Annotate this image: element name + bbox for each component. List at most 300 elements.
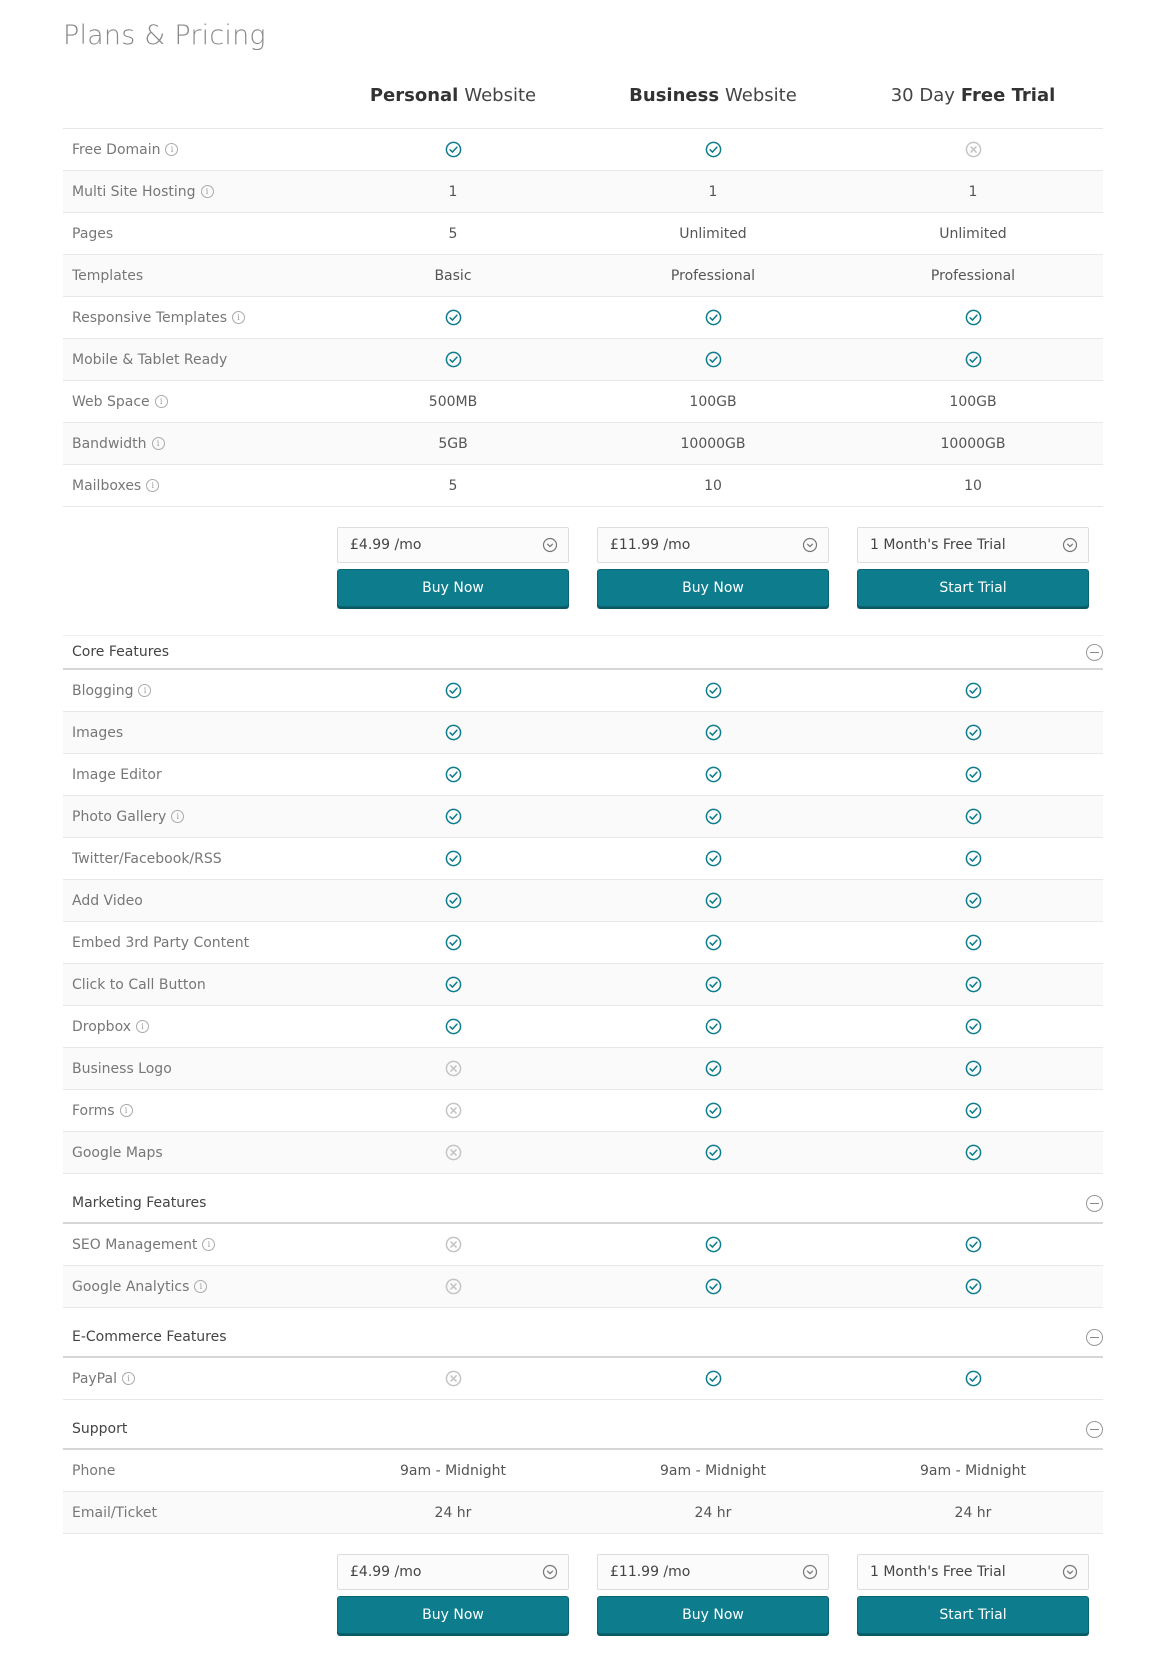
plan-value-cell xyxy=(583,141,843,158)
plan-value-cell xyxy=(583,1144,843,1161)
section-header[interactable] xyxy=(63,1318,1103,1358)
plan-value: 10000GB xyxy=(680,435,746,452)
plan-value-cell xyxy=(583,724,843,741)
plan-value-cell xyxy=(323,351,583,368)
info-icon[interactable]: i xyxy=(146,479,159,492)
collapse-icon[interactable] xyxy=(1086,1329,1103,1346)
check-circle-icon xyxy=(965,351,982,368)
check-circle-icon xyxy=(445,976,462,993)
plan-value-cell xyxy=(323,226,583,242)
feature-label xyxy=(63,184,323,200)
feature-row xyxy=(63,712,1103,754)
plan-value-cell xyxy=(323,1236,583,1253)
purchase-column xyxy=(843,1554,1103,1662)
info-icon[interactable]: i xyxy=(152,437,165,450)
feature-row xyxy=(63,796,1103,838)
feature-label xyxy=(63,352,323,368)
feature-label xyxy=(63,226,323,242)
check-circle-icon xyxy=(965,934,982,951)
feature-label xyxy=(63,310,323,326)
feature-label xyxy=(63,977,323,993)
feature-row xyxy=(63,1048,1103,1090)
check-circle-icon xyxy=(965,682,982,699)
plan-value-cell xyxy=(843,268,1103,284)
feature-label xyxy=(63,142,323,158)
feature-name: Image Editor xyxy=(72,766,162,783)
info-icon[interactable]: i xyxy=(120,1104,133,1117)
feature-label xyxy=(63,1145,323,1161)
info-icon[interactable]: i xyxy=(201,185,214,198)
purchase-column xyxy=(583,1554,843,1662)
feature-row xyxy=(63,670,1103,712)
check-circle-icon xyxy=(705,1278,722,1295)
plan-value: 10000GB xyxy=(940,435,1006,452)
info-icon[interactable]: i xyxy=(138,684,151,697)
check-circle-icon xyxy=(705,724,722,741)
plan-value-cell xyxy=(843,766,1103,783)
plan-value-cell xyxy=(843,184,1103,200)
price-select[interactable] xyxy=(337,1554,569,1590)
chevron-down-icon xyxy=(542,1564,558,1580)
plan-value: Unlimited xyxy=(679,225,747,242)
plan-value-cell xyxy=(583,478,843,494)
feature-row xyxy=(63,1224,1103,1266)
cross-circle-icon xyxy=(445,1060,462,1077)
plan-value-cell xyxy=(583,1505,843,1521)
feature-label xyxy=(63,725,323,741)
plan-value-cell xyxy=(583,766,843,783)
collapse-icon[interactable] xyxy=(1086,1421,1103,1438)
plan-value-cell xyxy=(843,892,1103,909)
check-circle-icon xyxy=(445,1018,462,1035)
plan-value-cell xyxy=(583,1236,843,1253)
cross-circle-icon xyxy=(445,1144,462,1161)
feature-row xyxy=(63,1132,1103,1174)
check-circle-icon xyxy=(445,351,462,368)
price-select-value: £11.99 /mo xyxy=(610,537,691,553)
check-circle-icon xyxy=(705,351,722,368)
feature-name: Add Video xyxy=(72,892,143,909)
plan-value-cell xyxy=(323,1505,583,1521)
purchase-column xyxy=(323,527,583,635)
feature-name: Multi Site Hosting xyxy=(72,183,196,200)
cross-circle-icon xyxy=(445,1236,462,1253)
plan-value-cell xyxy=(323,850,583,867)
plan-value-cell xyxy=(323,309,583,326)
check-circle-icon xyxy=(445,724,462,741)
plan-value: 24 hr xyxy=(434,1504,472,1521)
feature-name: SEO Management xyxy=(72,1236,198,1253)
feature-label xyxy=(63,1505,323,1521)
feature-label xyxy=(63,809,323,825)
feature-label xyxy=(63,851,323,867)
feature-label xyxy=(63,478,323,494)
plan-value-cell xyxy=(583,1060,843,1077)
plan-value-cell xyxy=(583,1463,843,1479)
purchase-column xyxy=(583,527,843,635)
plan-value: 10 xyxy=(964,477,982,494)
plan-value-cell xyxy=(843,141,1103,158)
feature-row xyxy=(63,129,1103,171)
plan-value: Professional xyxy=(930,267,1016,284)
price-select[interactable] xyxy=(857,1554,1089,1590)
feature-row xyxy=(63,1266,1103,1308)
check-circle-icon xyxy=(705,1144,722,1161)
plan-value-cell xyxy=(843,1060,1103,1077)
plan-value: 10 xyxy=(704,477,722,494)
feature-name: Business Logo xyxy=(72,1060,172,1077)
plan-value: 9am - Midnight xyxy=(660,1462,766,1479)
price-select[interactable] xyxy=(337,527,569,563)
check-circle-icon xyxy=(705,1370,722,1387)
plan-value-cell xyxy=(843,309,1103,326)
plan-name-bold: Business xyxy=(629,84,720,106)
chevron-down-icon xyxy=(802,1564,818,1580)
check-circle-icon xyxy=(965,1102,982,1119)
check-circle-icon xyxy=(965,766,982,783)
feature-label xyxy=(63,268,323,284)
plan-value-cell xyxy=(323,1018,583,1035)
plan-value-cell xyxy=(843,478,1103,494)
price-select[interactable] xyxy=(857,527,1089,563)
plan-value-cell xyxy=(843,934,1103,951)
check-circle-icon xyxy=(965,976,982,993)
plan-value-cell xyxy=(843,808,1103,825)
plan-value-cell xyxy=(843,1370,1103,1387)
plan-value-cell xyxy=(583,268,843,284)
check-circle-icon xyxy=(445,766,462,783)
plan-value-cell xyxy=(843,394,1103,410)
feature-label xyxy=(63,767,323,783)
feature-row xyxy=(63,964,1103,1006)
plan-value-cell xyxy=(583,394,843,410)
info-icon[interactable]: i xyxy=(122,1372,135,1385)
feature-name: Pages xyxy=(72,225,114,242)
plan-value-cell xyxy=(323,1060,583,1077)
plan-value-cell xyxy=(323,141,583,158)
plan-value-cell xyxy=(323,436,583,452)
plan-value-cell xyxy=(323,1463,583,1479)
info-icon[interactable]: i xyxy=(136,1020,149,1033)
feature-label xyxy=(63,683,323,699)
check-circle-icon xyxy=(965,808,982,825)
plan-value: Professional xyxy=(670,267,756,284)
purchase-row xyxy=(63,1534,1103,1662)
plan-value-cell xyxy=(323,724,583,741)
plan-value-cell xyxy=(843,1018,1103,1035)
chevron-down-icon xyxy=(542,537,558,553)
feature-row xyxy=(63,339,1103,381)
collapse-icon[interactable] xyxy=(1086,644,1103,661)
feature-row xyxy=(63,754,1103,796)
chevron-down-icon xyxy=(802,537,818,553)
plan-value-cell xyxy=(583,309,843,326)
plan-value-cell xyxy=(843,1278,1103,1295)
check-circle-icon xyxy=(705,934,722,951)
section-title: E-Commerce Features xyxy=(72,1329,227,1345)
feature-row xyxy=(63,1492,1103,1534)
plan-value-cell xyxy=(843,1102,1103,1119)
price-select-value: 1 Month's Free Trial xyxy=(870,537,1006,553)
plan-value-cell xyxy=(323,268,583,284)
price-select[interactable] xyxy=(597,1554,829,1590)
check-circle-icon xyxy=(445,892,462,909)
plan-value: 100GB xyxy=(949,393,997,410)
feature-label xyxy=(63,394,323,410)
plan-value-cell xyxy=(323,892,583,909)
plan-name-bold: Personal xyxy=(369,84,459,106)
info-icon[interactable]: i xyxy=(194,1280,207,1293)
feature-row xyxy=(63,1090,1103,1132)
chevron-down-icon xyxy=(1062,537,1078,553)
plan-value-cell xyxy=(843,850,1103,867)
feature-row xyxy=(63,255,1103,297)
plan-value-cell xyxy=(583,1018,843,1035)
check-circle-icon xyxy=(705,1060,722,1077)
feature-name: Google Maps xyxy=(72,1144,163,1161)
check-circle-icon xyxy=(705,892,722,909)
plan-value-cell xyxy=(843,1144,1103,1161)
check-circle-icon xyxy=(965,892,982,909)
feature-name: Blogging xyxy=(72,682,134,699)
feature-row xyxy=(63,1450,1103,1492)
feature-name: Embed 3rd Party Content xyxy=(72,934,250,951)
price-select-value: 1 Month's Free Trial xyxy=(870,1564,1006,1580)
plan-value-cell xyxy=(323,808,583,825)
check-circle-icon xyxy=(965,1144,982,1161)
feature-name: Free Domain xyxy=(72,141,161,158)
plan-header-row xyxy=(63,62,1103,129)
info-icon[interactable]: i xyxy=(171,810,184,823)
purchase-column xyxy=(843,527,1103,635)
check-circle-icon xyxy=(445,808,462,825)
check-circle-icon xyxy=(965,1370,982,1387)
plan-value-cell xyxy=(323,478,583,494)
cross-circle-icon xyxy=(965,141,982,158)
check-circle-icon xyxy=(705,976,722,993)
plan-value-cell xyxy=(323,394,583,410)
plan-value: 9am - Midnight xyxy=(920,1462,1026,1479)
plan-name xyxy=(323,62,583,128)
info-icon[interactable]: i xyxy=(165,143,178,156)
feature-label xyxy=(63,1103,323,1119)
feature-label xyxy=(63,1371,323,1387)
cross-circle-icon xyxy=(445,1102,462,1119)
feature-name: Photo Gallery xyxy=(72,808,167,825)
collapse-icon[interactable] xyxy=(1086,1195,1103,1212)
plan-value: 24 hr xyxy=(694,1504,732,1521)
plan-value: 24 hr xyxy=(954,1504,992,1521)
purchase-spacer xyxy=(63,1554,323,1662)
feature-label xyxy=(63,893,323,909)
feature-name: Mailboxes xyxy=(72,477,142,494)
plan-value-cell xyxy=(843,226,1103,242)
info-icon[interactable]: i xyxy=(202,1238,215,1251)
feature-row xyxy=(63,922,1103,964)
plan-value-cell xyxy=(583,184,843,200)
plan-value-cell xyxy=(323,976,583,993)
section-header[interactable] xyxy=(63,1184,1103,1224)
plan-value: 500MB xyxy=(428,393,478,410)
check-circle-icon xyxy=(705,850,722,867)
plan-value-cell xyxy=(843,1463,1103,1479)
feature-name: Click to Call Button xyxy=(72,976,206,993)
plan-value-cell xyxy=(583,1102,843,1119)
check-circle-icon xyxy=(705,682,722,699)
pricing-table xyxy=(63,62,1103,1662)
feature-row xyxy=(63,465,1103,507)
buy-now-button[interactable]: Buy Now xyxy=(597,1596,829,1634)
plan-value: 5GB xyxy=(438,435,468,452)
feature-name: Google Analytics xyxy=(72,1278,190,1295)
check-circle-icon xyxy=(445,682,462,699)
plan-name-normal: Website xyxy=(464,84,537,106)
plan-value-cell xyxy=(323,934,583,951)
plan-value-cell xyxy=(323,184,583,200)
feature-label xyxy=(63,436,323,452)
feature-label xyxy=(63,1279,323,1295)
plan-value: 9am - Midnight xyxy=(400,1462,506,1479)
feature-row xyxy=(63,1358,1103,1400)
cross-circle-icon xyxy=(445,1278,462,1295)
plan-value-cell xyxy=(323,1278,583,1295)
feature-name: Responsive Templates xyxy=(72,309,228,326)
plan-name xyxy=(583,62,843,128)
plan-value-cell xyxy=(583,1278,843,1295)
chevron-down-icon xyxy=(1062,1564,1078,1580)
feature-name: Dropbox xyxy=(72,1018,131,1035)
plan-name xyxy=(843,62,1103,128)
section-header[interactable] xyxy=(63,635,1103,670)
plan-value-cell xyxy=(583,892,843,909)
start-trial-button[interactable]: Start Trial xyxy=(857,569,1089,607)
feature-row xyxy=(63,213,1103,255)
plan-value-cell xyxy=(323,766,583,783)
section-title: Support xyxy=(72,1421,128,1437)
feature-name: Bandwidth xyxy=(72,435,147,452)
purchase-row xyxy=(63,507,1103,635)
plan-value-cell xyxy=(843,1505,1103,1521)
check-circle-icon xyxy=(965,850,982,867)
plan-value-cell xyxy=(583,436,843,452)
price-select-value: £11.99 /mo xyxy=(610,1564,691,1580)
check-circle-icon xyxy=(965,1060,982,1077)
check-circle-icon xyxy=(705,1018,722,1035)
section-title: Core Features xyxy=(72,644,170,660)
section-header[interactable] xyxy=(63,1410,1103,1450)
check-circle-icon xyxy=(445,850,462,867)
buy-now-button[interactable]: Buy Now xyxy=(337,569,569,607)
price-select[interactable] xyxy=(597,527,829,563)
plan-value-cell xyxy=(843,976,1103,993)
price-select-value: £4.99 /mo xyxy=(350,1564,422,1580)
feature-name: PayPal xyxy=(72,1370,117,1387)
plan-value-cell xyxy=(583,226,843,242)
section-title: Marketing Features xyxy=(72,1195,207,1211)
feature-name: Email/Ticket xyxy=(72,1504,157,1521)
check-circle-icon xyxy=(965,309,982,326)
plan-value: Basic xyxy=(434,267,472,284)
buy-now-button[interactable]: Buy Now xyxy=(337,1596,569,1634)
feature-name: Phone xyxy=(72,1462,116,1479)
price-select-value: £4.99 /mo xyxy=(350,537,422,553)
plan-value-cell xyxy=(583,850,843,867)
check-circle-icon xyxy=(965,1018,982,1035)
page-title: Plans & Pricing xyxy=(63,20,266,51)
feature-label xyxy=(63,1463,323,1479)
plan-value: 1 xyxy=(448,183,458,200)
plan-value-cell xyxy=(843,1236,1103,1253)
feature-name: Twitter/Facebook/RSS xyxy=(72,850,222,867)
feature-name: Images xyxy=(72,724,124,741)
check-circle-icon xyxy=(705,1102,722,1119)
check-circle-icon xyxy=(705,1236,722,1253)
feature-label xyxy=(63,1061,323,1077)
check-circle-icon xyxy=(445,309,462,326)
check-circle-icon xyxy=(965,1278,982,1295)
purchase-column xyxy=(323,1554,583,1662)
feature-name: Web Space xyxy=(72,393,150,410)
start-trial-button[interactable]: Start Trial xyxy=(857,1596,1089,1634)
plan-name-bold: Free Trial xyxy=(960,84,1056,106)
info-icon[interactable]: i xyxy=(155,395,168,408)
plan-value: 100GB xyxy=(689,393,737,410)
check-circle-icon xyxy=(705,141,722,158)
check-circle-icon xyxy=(705,766,722,783)
plan-value-cell xyxy=(323,1370,583,1387)
feature-row xyxy=(63,838,1103,880)
plan-value-cell xyxy=(583,351,843,368)
feature-label xyxy=(63,1237,323,1253)
plan-value-cell xyxy=(323,1102,583,1119)
check-circle-icon xyxy=(705,309,722,326)
purchase-spacer xyxy=(63,527,323,635)
plan-value-cell xyxy=(843,351,1103,368)
plan-value-cell xyxy=(323,682,583,699)
plan-value: 1 xyxy=(708,183,718,200)
plan-value: 1 xyxy=(968,183,978,200)
check-circle-icon xyxy=(445,934,462,951)
plan-name-normal: Website xyxy=(725,84,797,106)
plan-value-cell xyxy=(843,682,1103,699)
plan-value-cell xyxy=(583,976,843,993)
check-circle-icon xyxy=(965,1236,982,1253)
feature-row xyxy=(63,1006,1103,1048)
feature-row xyxy=(63,297,1103,339)
header-spacer xyxy=(63,62,323,128)
info-icon[interactable]: i xyxy=(232,311,245,324)
check-circle-icon xyxy=(445,141,462,158)
plan-value-cell xyxy=(583,682,843,699)
feature-row xyxy=(63,381,1103,423)
feature-row xyxy=(63,171,1103,213)
feature-label xyxy=(63,935,323,951)
feature-label xyxy=(63,1019,323,1035)
plan-value: 5 xyxy=(448,477,458,494)
plan-name-normal: 30 Day xyxy=(890,84,955,106)
feature-name: Forms xyxy=(72,1102,115,1119)
feature-row xyxy=(63,423,1103,465)
buy-now-button[interactable]: Buy Now xyxy=(597,569,829,607)
check-circle-icon xyxy=(965,724,982,741)
plan-value: Unlimited xyxy=(939,225,1007,242)
plan-value-cell xyxy=(583,934,843,951)
check-circle-icon xyxy=(705,808,722,825)
plan-value-cell xyxy=(843,724,1103,741)
plan-value-cell xyxy=(583,1370,843,1387)
feature-name: Templates xyxy=(72,267,144,284)
feature-row xyxy=(63,880,1103,922)
